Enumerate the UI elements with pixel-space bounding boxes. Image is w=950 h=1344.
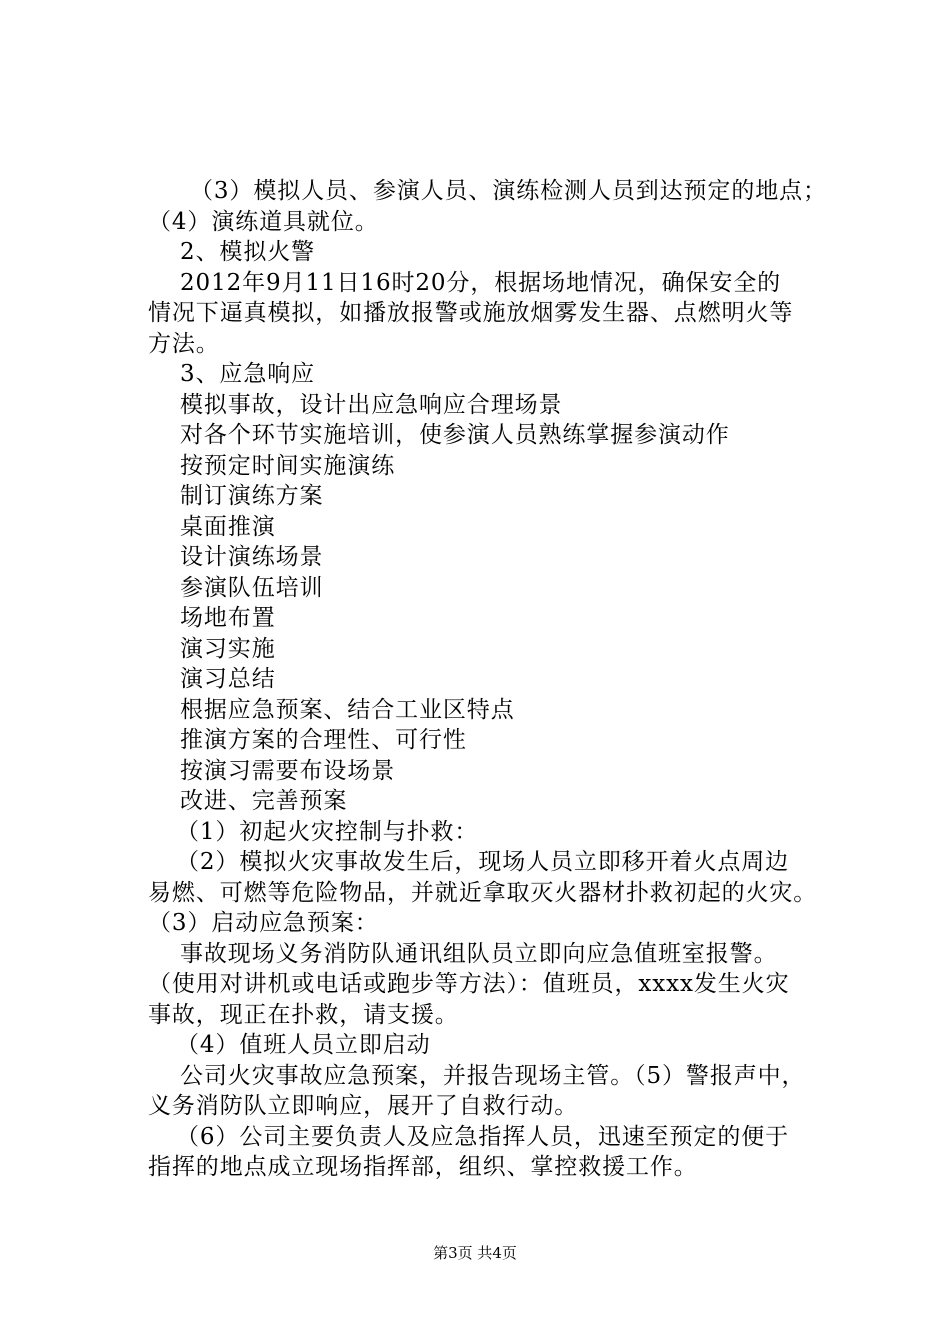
- text-line: 事故现场义务消防队通讯组队员立即向应急值班室报警。: [180, 940, 778, 967]
- text-line: 改进、完善预案: [180, 788, 348, 814]
- text-line: 2、模拟火警: [180, 239, 316, 265]
- text-line: 演习总结: [180, 666, 276, 692]
- text-line: 模拟事故，设计出应急响应合理场景: [180, 391, 563, 418]
- text-line: 指挥的地点成立现场指挥部，组织、掌控救援工作。: [148, 1154, 698, 1180]
- document-body: [148, 176, 858, 1183]
- text-line: 按预定时间实施演练: [180, 452, 396, 479]
- text-line: （3）启动应急预案：: [148, 910, 379, 936]
- page-footer: 第3页 共4页: [433, 1244, 517, 1262]
- text-line: 推演方案的合理性、可行性: [180, 727, 467, 753]
- text-line: （4）值班人员立即启动: [176, 1032, 431, 1058]
- text-line: 义务消防队立即响应，展开了自救行动。: [148, 1093, 579, 1119]
- text-line: 情况下逼真模拟，如播放报警或施放烟雾发生器、点燃明火等: [148, 300, 794, 326]
- text-line: 参演队伍培训: [180, 574, 324, 601]
- text-line: （4）演练道具就位。: [148, 208, 379, 235]
- text-line: 事故，现正在扑救，请支援。: [148, 1001, 459, 1028]
- text-line: 公司火灾事故应急预案，并报告现场主管。（5）警报声中，: [180, 1062, 806, 1089]
- text-line: 易燃、可燃等危险物品，并就近拿取灭火器材扑救初起的火灾。: [148, 879, 818, 906]
- text-line: 按演习需要布设场景: [180, 757, 396, 784]
- text-line: （6）公司主要负责人及应急指挥人员，迅速至预定的便于: [176, 1123, 790, 1150]
- text-line: （3）模拟人员、参演人员、演练检测人员到达预定的地点；: [190, 178, 827, 204]
- text-line: 制订演练方案: [180, 483, 324, 509]
- text-line: 根据应急预案、结合工业区特点: [180, 696, 515, 723]
- text-line: （1）初起火灾控制与扑救：: [176, 818, 479, 845]
- text-line: 场地布置: [180, 605, 276, 631]
- text-line: （使用对讲机或电话或跑步等方法）：值班员，xxxx发生火灾: [148, 971, 790, 997]
- text-line: 演习实施: [180, 635, 276, 662]
- text-line: 桌面推演: [180, 513, 276, 540]
- text-line: 2012年9月11日16时20分，根据场地情况，确保安全的: [180, 269, 782, 296]
- text-line: 设计演练场景: [180, 544, 324, 570]
- text-line: （2）模拟火灾事故发生后，现场人员立即移开着火点周边: [176, 849, 790, 875]
- text-line: 方法。: [148, 330, 220, 357]
- text-line: 3、应急响应: [180, 361, 316, 387]
- text-line: 对各个环节实施培训，使参演人员熟练掌握参演动作: [180, 422, 730, 448]
